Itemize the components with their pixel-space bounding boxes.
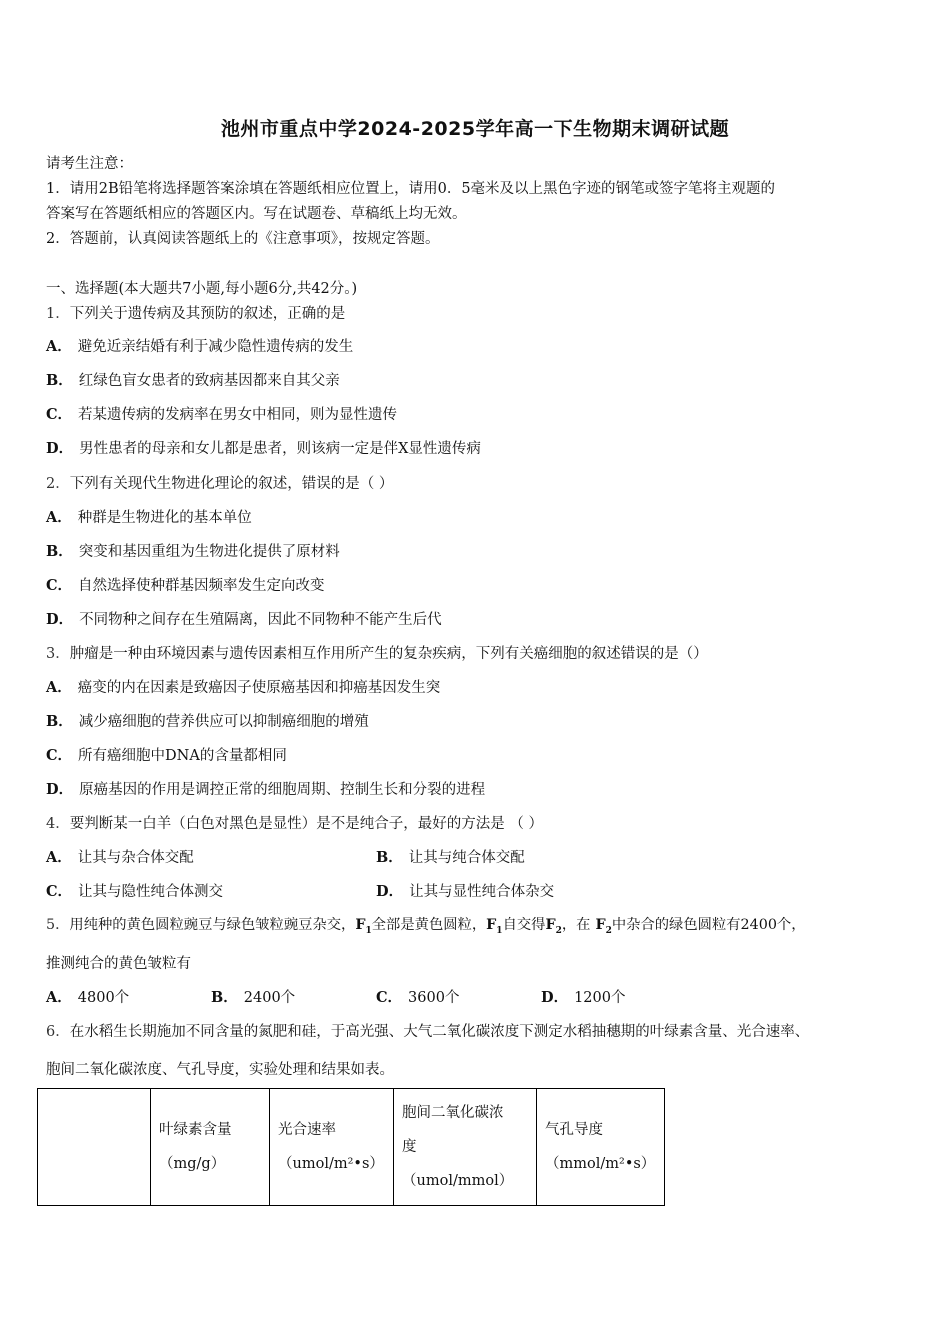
question-number: 4．: [46, 816, 70, 832]
question-5-option-d: D． 1200个: [541, 989, 626, 1006]
question-5-stem-cont: 推测纯合的黄色皱粒有: [46, 956, 191, 972]
question-5-option-c: C． 3600个: [376, 989, 460, 1006]
question-2-option-a: A． 种群是生物进化的基本单位: [46, 509, 252, 526]
question-6-stem: 6．在水稻生长期施加不同含量的氮肥和硅，于高光强、大气二氧化碳浓度下测定水稻抽穗期的叶绿素含量、光合速率、: [46, 1024, 810, 1040]
notice-heading: 请考生注意：: [46, 156, 133, 172]
table-cell-empty: [38, 1089, 151, 1206]
question-2-option-b: B． 突变和基因重组为生物进化提供了原材料: [46, 543, 340, 560]
question-2-stem: [46, 472, 393, 493]
question-3-stem: [46, 642, 708, 663]
question-4-option-a: A． 让其与杂合体交配: [46, 849, 194, 866]
question-number: 2．: [46, 476, 70, 492]
table-header-intercellular-co2: 胞间二氧化碳浓 度 （umol/mmol）: [394, 1089, 537, 1206]
question-number: 1．: [46, 306, 70, 322]
results-table: [37, 1088, 665, 1206]
question-2-option-c: C． 自然选择使种群基因频率发生定向改变: [46, 577, 325, 594]
question-text: 下列关于遗传病及其预防的叙述，正确的是: [69, 306, 346, 322]
question-6-stem-cont: 胞间二氧化碳浓度、气孔导度，实验处理和结果如表。: [46, 1062, 394, 1078]
question-text: 肿瘤是一种由环境因素与遗传因素相互作用所产生的复杂疾病，下列有关癌细胞的叙述错误的是（）: [69, 646, 708, 662]
question-1-stem: [46, 302, 345, 323]
notice-item-1: 1．请用2B铅笔将选择题答案涂填在答题纸相应位置上，请用0．5毫米及以上黑色字迹的钢笔或签字笔将主观题的: [46, 181, 776, 197]
question-3-option-c: C． 所有癌细胞中DNA的含量都相同: [46, 747, 287, 764]
question-3-option-d: D． 原癌基因的作用是调控正常的细胞周期、控制生长和分裂的进程: [46, 781, 486, 798]
question-5-stem: 5．用纯种的黄色圆粒豌豆与绿色皱粒豌豆杂交，$F_1$全部是黄色圆粒，$F_1$自交得$F_2$，在 $F_2$中杂合的绿色圆粒有2400个，: [46, 917, 806, 936]
question-3-option-b: B． 减少癌细胞的营养供应可以抑制癌细胞的增殖: [46, 713, 369, 730]
question-1-option-b: B． 红绿色盲女患者的致病基因都来自其父亲: [46, 372, 340, 389]
question-5-option-a: A． 4800个: [46, 989, 130, 1006]
section-heading: 一、选择题(本大题共7小题,每小题6分,共42分。): [46, 281, 358, 297]
question-number: 3．: [46, 646, 70, 662]
question-4-stem: [46, 812, 543, 833]
question-1-option-a: A． 避免近亲结婚有利于减少隐性遗传病的发生: [46, 338, 354, 355]
question-5-option-b: B． 2400个: [211, 989, 296, 1006]
question-2-option-d: D． 不同物种之间存在生殖隔离，因此不同物种不能产生后代: [46, 611, 442, 628]
question-text: 下列有关现代生物进化理论的叙述，错误的是（ ）: [69, 476, 394, 492]
question-text: 要判断某一白羊（白色对黑色是显性）是不是纯合子，最好的方法是 （ ）: [69, 816, 543, 832]
question-4-option-c: C． 让其与隐性纯合体测交: [46, 883, 224, 900]
notice-item-1-cont: 答案写在答题纸相应的答题区内。写在试题卷、草稿纸上均无效。: [46, 206, 467, 222]
question-3-option-a: A． 癌变的内在因素是致癌因子使原癌基因和抑癌基因发生突: [46, 679, 441, 696]
question-1-option-c: C． 若某遗传病的发病率在男女中相同，则为显性遗传: [46, 406, 398, 423]
table-header-stomatal-conductance: 气孔导度 （mmol/m²•s）: [537, 1089, 665, 1206]
question-1-option-d: D． 男性患者的母亲和女儿都是患者，则该病一定是伴X显性遗传病: [46, 440, 481, 457]
notice-item-2: 2．答题前，认真阅读答题纸上的《注意事项》，按规定答题。: [46, 231, 440, 247]
table-header-row: [38, 1089, 665, 1206]
page-title: 池州市重点中学2024-2025学年高一下生物期末调研试题: [220, 118, 730, 140]
question-4-option-d: D． 让其与显性纯合体杂交: [376, 883, 555, 900]
question-4-option-b: B． 让其与纯合体交配: [376, 849, 525, 866]
table-header-chlorophyll: 叶绿素含量 （mg/g）: [151, 1089, 270, 1206]
table-header-photosynthesis: 光合速率 （umol/m²•s）: [270, 1089, 394, 1206]
